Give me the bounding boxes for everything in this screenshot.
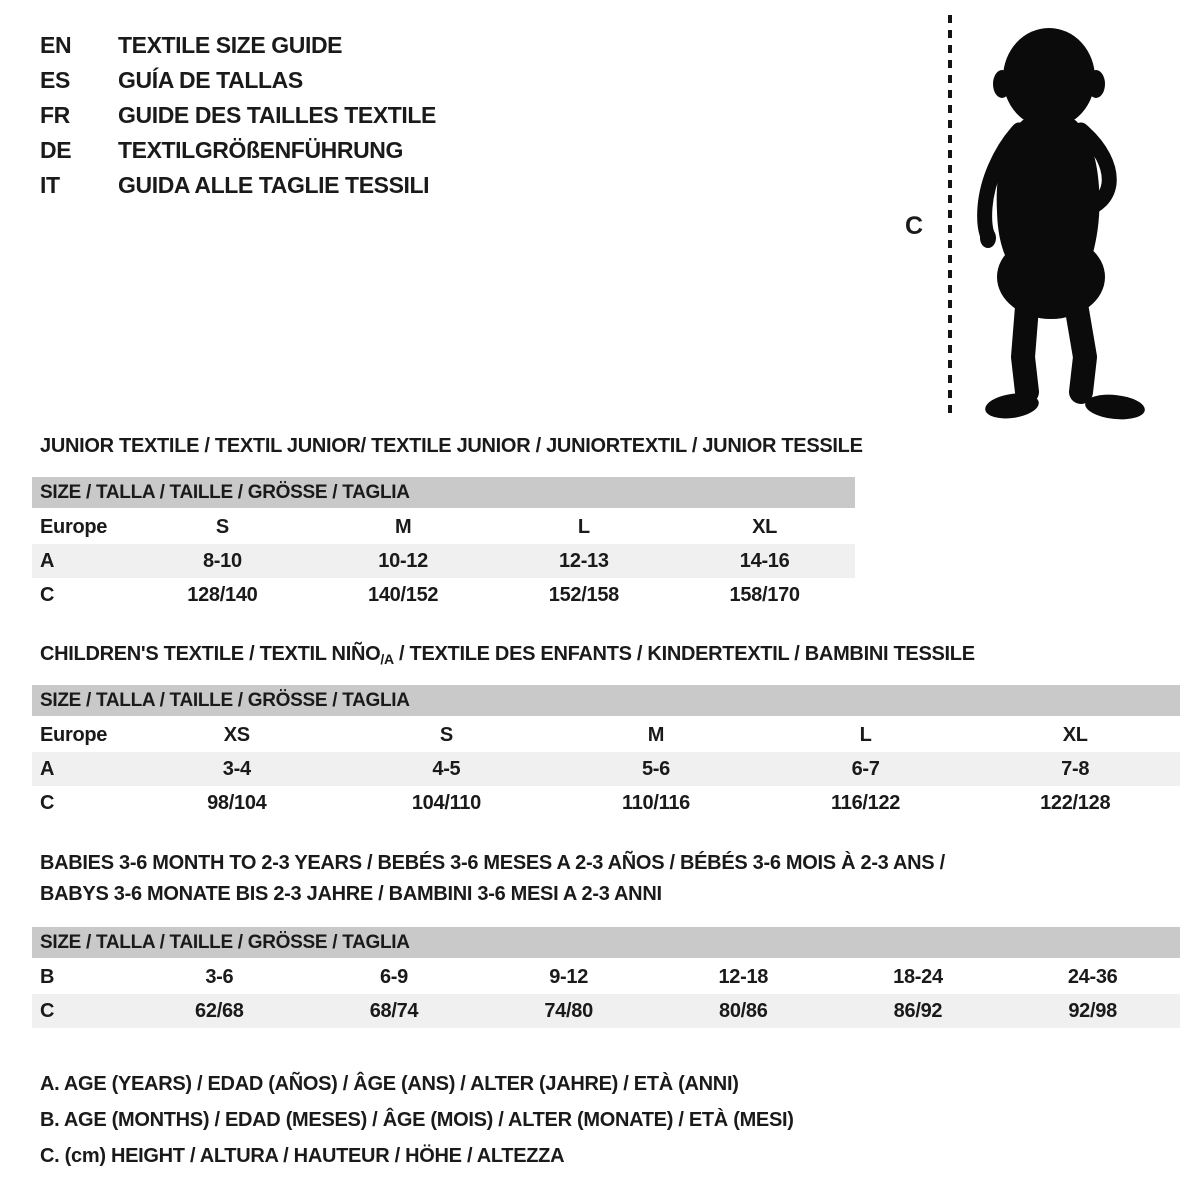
table-row-height — [32, 786, 1180, 820]
table-row-age-months — [32, 959, 1180, 994]
table-row-height — [32, 578, 855, 612]
legend-line-a: A. AGE (YEARS) / EDAD (AÑOS) / ÂGE (ANS) / ALTER (JAHRE) / ETÀ (ANNI) — [40, 1072, 739, 1095]
children-section-title — [40, 643, 975, 667]
guide-title-es: GUÍA DE TALLAS — [118, 67, 303, 93]
toddler-silhouette — [965, 22, 1165, 422]
junior-section-title: JUNIOR TEXTILE / TEXTIL JUNIOR/ TEXTILE JUNIOR / JUNIORTEXTIL / JUNIOR TESSILE — [40, 435, 863, 457]
size-value-cell: 24-36 — [1067, 965, 1118, 988]
table-row-europe — [32, 717, 1180, 752]
row-label-cell: C — [40, 791, 55, 814]
language-row-it — [40, 168, 436, 203]
size-value-cell: 6-9 — [379, 965, 408, 988]
size-value-cell: 14-16 — [674, 544, 855, 578]
size-value-cell: 104/110 — [411, 791, 481, 814]
size-value-cell: 68/74 — [307, 994, 482, 1028]
size-value-cell: 9-12 — [549, 965, 589, 988]
children-title-sub: /A — [380, 651, 394, 667]
table-row-europe — [32, 509, 855, 544]
children-title-part1: CHILDREN'S TEXTILE / TEXTIL NIÑO — [40, 643, 381, 665]
size-value-cell: 4-5 — [342, 752, 552, 786]
table-row-age-years — [32, 752, 1180, 786]
measurement-legend — [40, 1066, 794, 1174]
row-label-cell: A — [32, 544, 132, 578]
guide-title-en: TEXTILE SIZE GUIDE — [118, 32, 343, 58]
size-value-cell: L — [577, 515, 590, 538]
size-table-header: SIZE / TALLA / TAILLE / GRÖSSE / TAGLIA — [32, 685, 1180, 717]
row-label-cell: A — [32, 752, 132, 786]
language-row-en — [40, 28, 436, 63]
row-label-cell: Europe — [40, 515, 108, 538]
language-code: FR — [40, 102, 70, 128]
size-value-cell: 6-7 — [761, 752, 971, 786]
size-value-cell: XS — [223, 723, 250, 746]
babies-size-table — [32, 927, 1180, 1028]
row-label-cell: C — [40, 583, 55, 606]
guide-title-de: TEXTILGRÖßENFÜHRUNG — [118, 137, 403, 163]
size-value-cell: 98/104 — [207, 791, 267, 814]
size-value-cell: 152/158 — [548, 583, 619, 606]
language-row-de — [40, 133, 436, 168]
language-code: ES — [40, 67, 70, 93]
guide-title-fr: GUIDE DES TAILLES TEXTILE — [118, 102, 436, 128]
size-value-cell: 62/68 — [132, 994, 307, 1028]
size-value-cell: 3-6 — [205, 965, 234, 988]
size-value-cell: XL — [1062, 723, 1088, 746]
size-value-cell: 8-10 — [132, 544, 313, 578]
babies-title-line2: BABYS 3-6 MONATE BIS 2-3 JAHRE / BAMBINI 3-6 MESI A 2-3 ANNI — [40, 883, 662, 905]
row-label-cell: Europe — [40, 723, 108, 746]
legend-line-b: B. AGE (MONTHS) / EDAD (MESES) / ÂGE (MOIS) / ALTER (MONATE) / ETÀ (MESI) — [40, 1108, 794, 1131]
table-row-age-years — [32, 544, 855, 578]
size-value-cell: 110/116 — [621, 791, 690, 814]
legend-line-c: C. (cm) HEIGHT / ALTURA / HAUTEUR / HÖHE / ALTEZZA — [40, 1144, 565, 1167]
size-value-cell: 116/122 — [831, 791, 901, 814]
size-value-cell: 140/152 — [368, 583, 439, 606]
size-value-cell: 12-13 — [494, 544, 675, 578]
size-value-cell: S — [439, 723, 453, 746]
size-value-cell: 12-18 — [718, 965, 769, 988]
size-value-cell: S — [215, 515, 229, 538]
size-table-header: SIZE / TALLA / TAILLE / GRÖSSE / TAGLIA — [32, 927, 1180, 959]
children-size-table — [32, 685, 1180, 820]
language-code: DE — [40, 137, 72, 163]
guide-title-it: GUIDA ALLE TAGLIE TESSILI — [118, 172, 430, 198]
size-value-cell: 86/92 — [831, 994, 1006, 1028]
size-value-cell: 10-12 — [313, 544, 494, 578]
junior-size-table — [32, 477, 855, 612]
size-value-cell: XL — [752, 515, 778, 538]
size-value-cell: 128/140 — [187, 583, 258, 606]
row-label-cell: B — [40, 965, 55, 988]
babies-section-title — [40, 848, 945, 910]
children-title-part2: / TEXTILE DES ENFANTS / KINDERTEXTIL / BAMBINI TESSILE — [393, 643, 975, 665]
size-table-header: SIZE / TALLA / TAILLE / GRÖSSE / TAGLIA — [32, 477, 855, 509]
size-value-cell: 7-8 — [970, 752, 1180, 786]
size-value-cell: M — [394, 515, 412, 538]
size-value-cell: 5-6 — [551, 752, 761, 786]
size-value-cell: 3-4 — [132, 752, 342, 786]
language-code: EN — [40, 32, 72, 58]
size-value-cell: 122/128 — [1040, 791, 1111, 814]
babies-title-line1: BABIES 3-6 MONTH TO 2-3 YEARS / BEBÉS 3-6 MESES A 2-3 AÑOS / BÉBÉS 3-6 MOIS À 2-3 ANS / — [40, 852, 945, 874]
table-row-height — [32, 994, 1180, 1028]
height-measure-label: C — [905, 212, 924, 240]
size-value-cell: M — [647, 723, 665, 746]
language-row-fr — [40, 98, 436, 133]
size-value-cell: 158/170 — [729, 583, 800, 606]
size-value-cell: 18-24 — [893, 965, 943, 988]
height-dashed-line — [948, 15, 952, 415]
row-label-cell: C — [32, 994, 132, 1028]
size-value-cell: 80/86 — [656, 994, 831, 1028]
size-value-cell: 92/98 — [1005, 994, 1180, 1028]
language-title-list — [40, 28, 436, 203]
language-row-es — [40, 63, 436, 98]
size-value-cell: 74/80 — [481, 994, 656, 1028]
size-value-cell: L — [859, 723, 872, 746]
language-code: IT — [40, 172, 60, 198]
